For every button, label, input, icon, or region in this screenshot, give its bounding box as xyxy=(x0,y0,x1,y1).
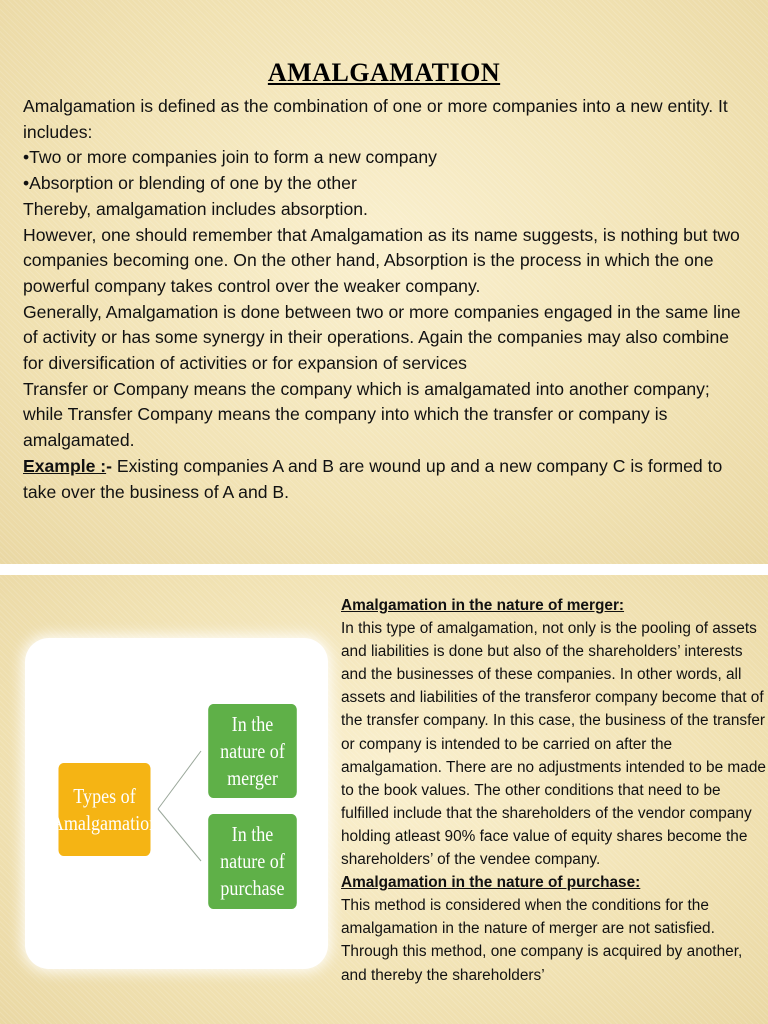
example-paragraph xyxy=(23,454,751,505)
nature-of-purchase-box: In the nature of purchase xyxy=(208,814,297,909)
purchase-text: This method is considered when the conditions for the amalgamation in the nature of merger are not satisfied. Through this method, one company is acquired by another, and thereby the shareholders’ xyxy=(341,897,743,984)
merger-heading: Amalgamation in the nature of merger: xyxy=(341,597,625,614)
slide-title: AMALGAMATION xyxy=(267,58,501,87)
types-diagram xyxy=(25,638,328,969)
slide-separator xyxy=(0,564,768,575)
slide-amalgamation-types xyxy=(0,575,768,1024)
example-dash: - xyxy=(106,455,112,476)
types-of-amalgamation-box: Types of Amalgamation xyxy=(58,763,150,856)
nature-of-merger-box: In the nature of merger xyxy=(208,704,297,798)
purchase-heading: Amalgamation in the nature of purchase: xyxy=(341,874,641,892)
paragraph: Generally, Amalgamation is done between two or more companies engaged in the same line of activity or has some synergy in their operations. Again the companies may also combine for diversification of activities or for expansion of services xyxy=(23,301,741,374)
example-text: Existing companies A and B are wound up and a new company C is formed to take over the business of A and B. xyxy=(23,455,723,502)
paragraph: Thereby, amalgamation includes absorption. xyxy=(23,198,368,219)
types-description xyxy=(341,594,766,987)
paragraph: However, one should remember that Amalgamation as its name suggests, is nothing but two companies becoming one. On the other hand, Absorption is the process in which the one powerful company takes control over the weaker company. xyxy=(23,224,740,296)
bullet-item: •Two or more companies join to form a new company xyxy=(23,147,437,168)
definition-text xyxy=(23,94,751,505)
paragraph: Transfer or Company means the company which is amalgamated into another company; while Transfer Company means the company into which the transfer or company is amalgamated. xyxy=(23,378,710,451)
connector-purchase xyxy=(158,809,201,861)
connector-merger xyxy=(158,751,201,809)
example-label: Example : xyxy=(23,455,107,476)
merger-text: In this type of amalgamation, not only is the pooling of assets and liabilities is done but also of the shareholders’ interests and the businesses of these companies. In other words, all assets and liabilities of the transferor company become that of the transfer company. In this case, the business of the transfer or company is intended to be carried on after the amalgamation. There are no adjustments intended to be made to the book values. The other conditions that need to be fulfilled include that the shareholders of the vendor company holding atleast 90% face value of equity shares become the shareholders’ of the vendee company. xyxy=(341,620,766,869)
bullet-item: •Absorption or blending of one by the other xyxy=(23,173,357,194)
paragraph: Amalgamation is defined as the combination of one or more companies into a new entity. It includes: xyxy=(23,96,728,142)
